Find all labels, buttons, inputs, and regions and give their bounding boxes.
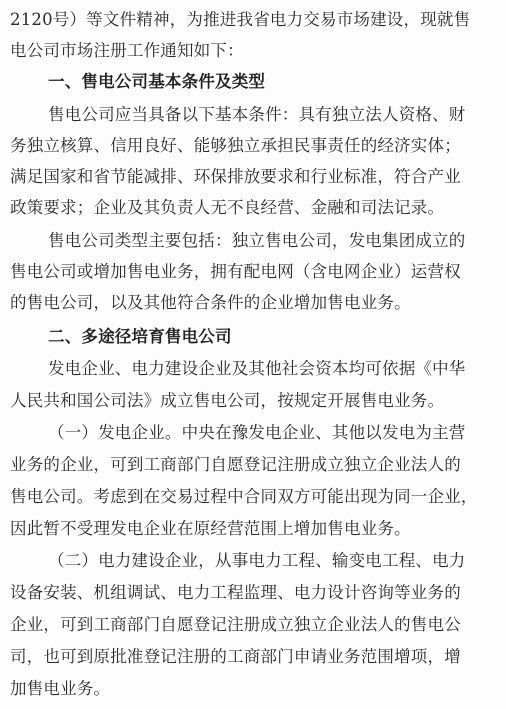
text-line: 的售电公司，以及其他符合条件的企业增加售电业务。 <box>10 293 411 312</box>
section-heading: 二、多途径培育售电公司 <box>48 327 232 346</box>
text-line: 设备安装、机组调试、电力工程监理、电力设计咨询等业务的 <box>10 583 461 602</box>
text-line: 售电公司类型主要包括：独立售电公司，发电集团成立的 <box>48 231 466 250</box>
text-line: 2120号）等文件精神，为推进我省电力交易市场建设，现就售 <box>10 10 471 29</box>
text-line: 业务的企业，可到工商部门自愿登记注册成立独立企业法人的 <box>10 455 461 474</box>
text-line: 售电公司或增加售电业务，拥有配电网（含电网企业）运营权 <box>10 262 461 281</box>
text-line: 电公司市场注册工作通知如下： <box>10 41 244 60</box>
section-heading: 一、售电公司基本条件及类型 <box>48 72 266 91</box>
text-line: 售电公司。考虑到在交易过程中合同双方可能出现为同一企业， <box>10 487 478 506</box>
text-line: 售电公司应当具备以下基本条件：具有独立法人资格、财 <box>48 105 466 124</box>
text-line: 人民共和国公司法》成立售电公司，按规定开展售电业务。 <box>10 391 445 410</box>
text-line: 企业，可到工商部门自愿登记注册成立独立企业法人的售电公 <box>10 615 461 634</box>
text-line: 满足国家和省节能减排、环保排放要求和行业标准，符合产业 <box>10 167 461 186</box>
text-line: 加售电业务。 <box>10 679 111 698</box>
text-line: 发电企业、电力建设企业及其他社会资本均可依据《中华 <box>48 359 466 378</box>
text-line: 政策要求；企业及其负责人无不良经营、金融和司法记录。 <box>10 198 445 217</box>
text-line: 务独立核算、信用良好、能够独立承担民事责任的经济实体； <box>10 136 461 155</box>
text-line: 司，也可到原批准登记注册的工商部门申请业务范围增项，增 <box>10 647 461 666</box>
text-line: （一）发电企业。中央在豫发电企业、其他以发电为主营 <box>48 423 466 442</box>
text-line: （二）电力建设企业，从事电力工程、输变电工程、电力 <box>48 551 466 570</box>
text-line: 因此暂不受理发电企业在原经营范围上增加售电业务。 <box>10 519 411 538</box>
